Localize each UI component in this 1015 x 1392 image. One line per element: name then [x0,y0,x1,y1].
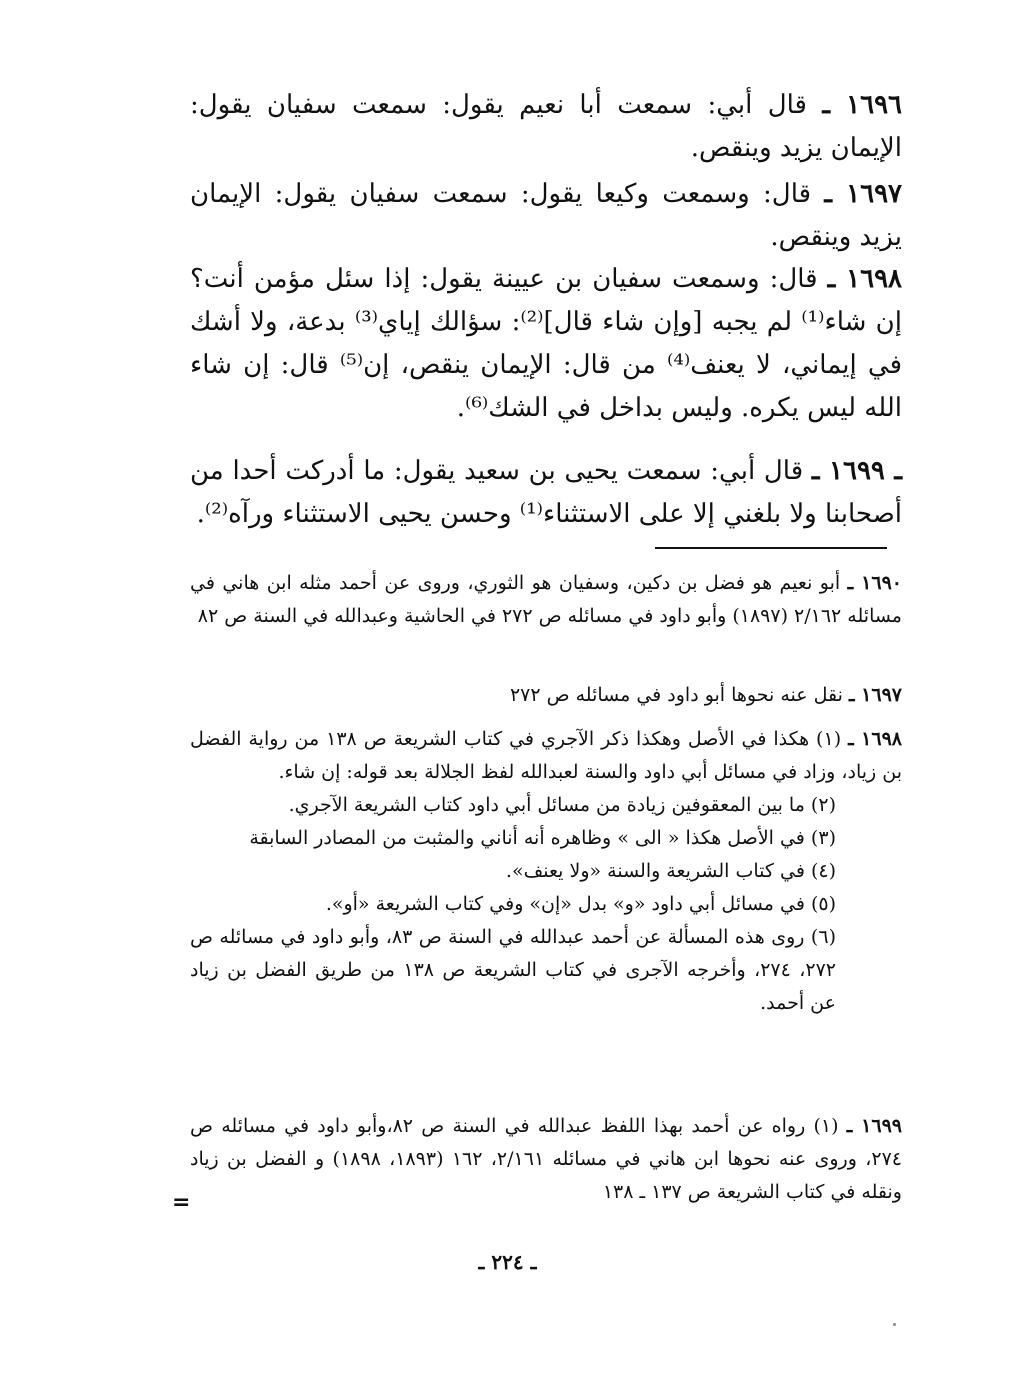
footnote-item: (٥) في مسائل أبي داود «و» بدل «إن» وفي كتاب الشريعة «أو». [325,893,836,915]
footnote-item: (٢) ما بين المعقوفين زيادة من مسائل أبي داود كتاب الشريعة الآجري. [288,794,836,816]
footnote-1699 [190,1110,902,1209]
footnote-item: (٣) في الأصل هكذا « الى » وظاهره أنه أناني والمثبت من المصادر السابقة [249,827,836,849]
entry-1696 [190,84,902,170]
footnote-text: أبو نعيم هو فضل بن دكين، وسفيان هو الثوري، وروى عن أحمد مثله ابن هاني في مسائله ٢/١٦٢ (١٨٩٧) وأبو داود في مسائله ص ٢٧٢ في الحاشية وعبدالله في السنة ص ٨٢ [190,572,902,627]
entry-number: ١٦٩٦ ـ [822,90,902,120]
entry-1697 [190,173,902,259]
footnote-1697 [190,679,902,712]
footnote-1696 [190,567,902,633]
entry-number: ـ ١٦٩٩ ـ [811,456,903,486]
footnote-text: (١) رواه عن أحمد بهذا اللفظ عبدالله في السنة ص ٨٢،وأبو داود في مسائله ص ٢٧٤، وروى عنه نحوها ابن هاني في مسائله ٢/١٦١، ١٦٢ (١٨٩٣، ١٨٩٨) و الفضل بن زياد ونقله في كتاب الشريعة ص ١٣٧ ـ ١٣٨ [190,1115,902,1203]
footnote-number: ١٦٩٩ ـ [846,1115,902,1137]
footnote-1698 [190,723,902,1020]
entry-text: قال أبي: سمعت يحيى بن سعيد يقول: ما أدركت أحدا من أصحابنا ولا بلغني إلا على الاستثناء⁽¹⁾ وحسن يحيى الاستثناء ورآه⁽²⁾. [190,456,902,529]
entry-text: قال أبي: سمعت أبا نعيم يقول: سمعت سفيان يقول: الإيمان يزيد وينقص. [190,90,902,163]
scan-speck [893,1323,896,1326]
footnote-separator [655,547,887,549]
entry-number: ١٦٩٧ ـ [824,179,902,209]
footnote-item: (٤) في كتاب الشريعة والسنة «ولا يعنف». [505,860,836,882]
page-number: ـ ٢٢٤ ـ [478,1250,537,1274]
continuation-mark: = [172,1190,191,1215]
entry-text: قال: وسمعت سفيان بن عيينة يقول: إذا سئل مؤمن أنت؟ إن شاء⁽¹⁾ لم يجبه [وإن شاء قال]⁽²⁾: سؤالك إياي⁽³⁾ بدعة، ولا أشك في إيماني، لا يعنف⁽⁴⁾ من قال: الإيمان ينقص، إن⁽⁵⁾ قال: إن شاء الله ليس يكره. وليس بداخل في الشك⁽⁶⁾. [190,264,903,423]
footnote-text: نقل عنه نحوها أبو داود في مسائله ص ٢٧٢ [509,684,843,706]
entry-number: ١٦٩٨ ـ [827,264,903,294]
footnote-item: (٦) روى هذه المسألة عن أحمد عبدالله في السنة ص ٨٣، وأبو داود في مسائله ص ٢٧٢، ٢٧٤، وأخرجه الآجرى في كتاب الشريعة ص ١٣٨ من طريق الفضل بن زياد عن أحمد. [190,926,836,1014]
entry-text: قال: وسمعت وكيعا يقول: سمعت سفيان يقول: الإيمان يزيد وينقص. [190,179,902,252]
footnote-number: ١٦٩٧ ـ [848,684,902,706]
footnote-number: ١٦٩٨ ـ [848,728,902,750]
entry-1699 [190,450,902,536]
entry-1698 [190,258,902,430]
footnote-item: (١) هكذا في الأصل وهكذا ذكر الآجري في كتاب الشريعة ص ١٣٨ من رواية الفضل بن زياد، وزاد في مسائل أبي داود والسنة لعبدالله لفظ الجلالة بعد قوله: إن شاء. [190,728,902,783]
footnote-number: ١٦٩٠ ـ [847,572,902,594]
